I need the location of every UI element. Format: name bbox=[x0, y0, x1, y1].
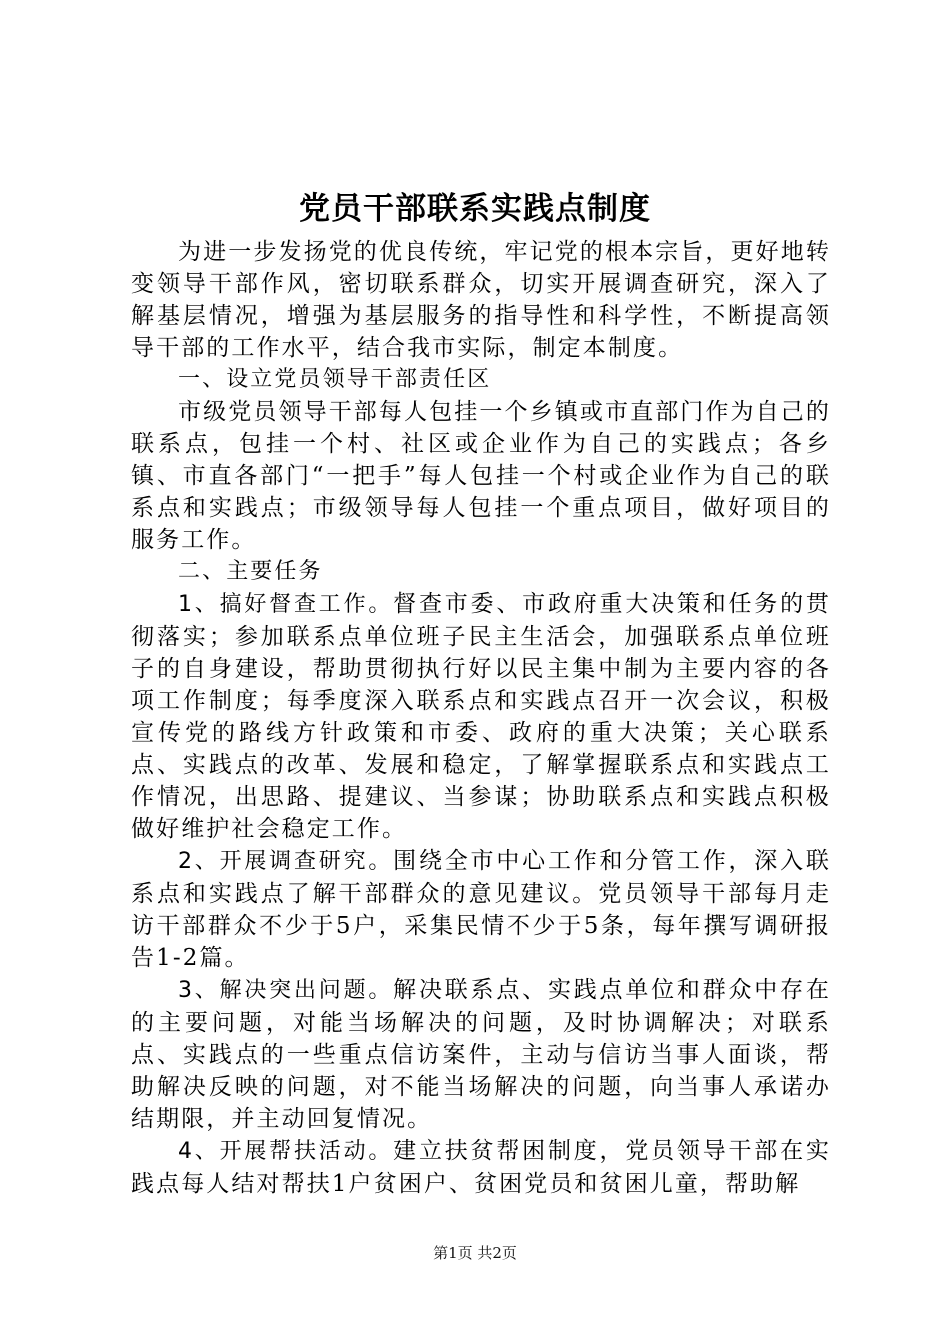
task-item-3 bbox=[131, 974, 831, 1135]
task-item-1-lead: 1、搞好督查工作。 bbox=[178, 592, 394, 617]
page-footer: 第1页 共2页 bbox=[433, 1244, 517, 1262]
task-item-3-text: 解决联系点、实践点单位和群众中存在的主要问题，对能当场解决的问题，及时协调解决；对联系点、实践点的一些重点信访案件，主动与信访当事人面谈，帮助解决反映的问题，对不能当场解决的问题，向当事人承诺办结期限，并主动回复情况。 bbox=[131, 977, 832, 1132]
task-item-1-text: 督查市委、市政府重大决策和任务的贯彻落实；参加联系点单位班子民主生活会，加强联系点单位班子的自身建设，帮助贯彻执行好以民主集中制为主要内容的各项工作制度；每季度深入联系点和实践点召开一次会议，积极宣传党的路线方针政策和市委、政府的重大决策；关心联系点、实践点的改革、发展和稳定，了解掌握联系点和实践点工作情况，出思路、提建议、当参谋；协助联系点和实践点积极做好维护社会稳定工作。 bbox=[131, 591, 832, 842]
document-title: 党员干部联系实践点制度 bbox=[299, 191, 651, 227]
task-item-2-text: 围绕全市中心工作和分管工作，深入联系点和实践点了解干部群众的意见建议。党员领导干部每月走访干部群众不少于5户，采集民情不少于5条，每年撰写调研报告1-2篇。 bbox=[131, 848, 832, 971]
task-item-3-lead: 3、解决突出问题。 bbox=[178, 978, 394, 1003]
task-item-4-lead: 4、开展帮扶活动。 bbox=[178, 1139, 394, 1164]
task-item-1 bbox=[131, 588, 831, 845]
intro-paragraph: 为进一步发扬党的优良传统，牢记党的根本宗旨，更好地转变领导干部作风，密切联系群众，切实开展调查研究，深入了解基层情况，增强为基层服务的指导性和科学性，不断提高领导干部的工作水平，结合我市实际，制定本制度。 bbox=[131, 239, 831, 361]
section-2-heading: 二、主要任务 bbox=[178, 559, 323, 584]
task-item-4-text: 建立扶贫帮困制度，党员领导干部在实践点每人结对帮扶1户贫困户、贫困党员和贫困儿童，帮助解 bbox=[131, 1138, 832, 1197]
document-body bbox=[131, 236, 831, 1200]
task-item-2-lead: 2、开展调查研究。 bbox=[178, 849, 394, 874]
section-1-paragraph: 市级党员领导干部每人包挂一个乡镇或市直部门作为自己的联系点，包挂一个村、社区或企业作为自己的实践点；各乡镇、市直各部门“一把手”每人包挂一个村或企业作为自己的联系点和实践点；市级领导每人包挂一个重点项目，做好项目的服务工作。 bbox=[131, 399, 831, 553]
section-1-heading: 一、设立党员领导干部责任区 bbox=[178, 367, 492, 392]
task-item-2 bbox=[131, 845, 831, 974]
task-item-4 bbox=[131, 1135, 831, 1200]
